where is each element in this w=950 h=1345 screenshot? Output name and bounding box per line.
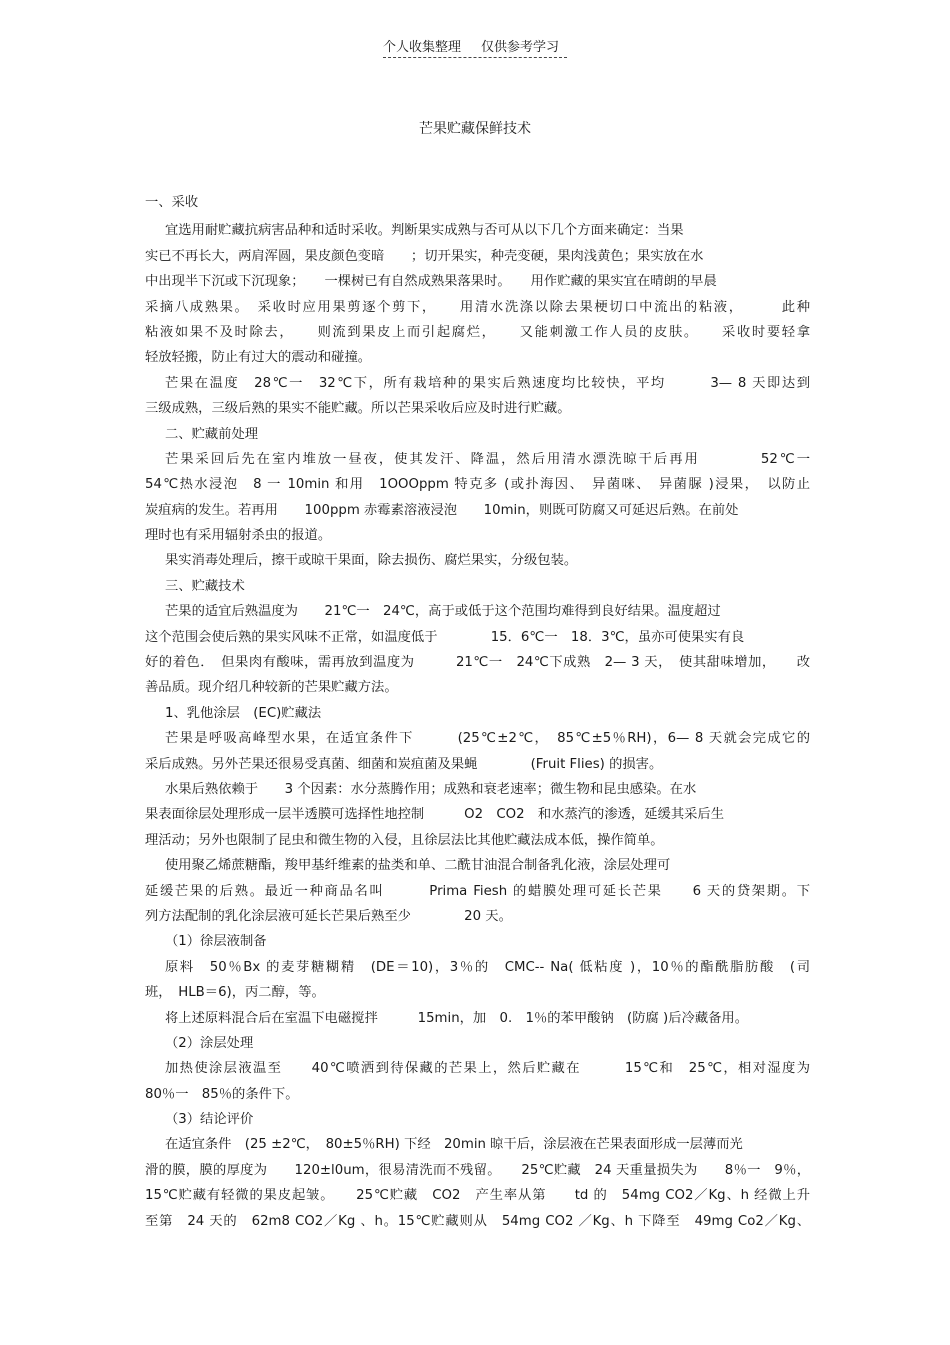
text-line: 芒果在温度 28℃一 32℃下，所有栽培种的果实后熟速度均比较快，平均 3— 8 天即达到	[165, 375, 810, 391]
text-line: 将上述原料混合后在室温下电磁搅拌 15min，加 0. 1％的苯甲酸钠 (防腐 )后冷藏备用。	[165, 1010, 749, 1026]
header-underline	[383, 57, 567, 58]
text-line: 在适宜条件 (25 ±2℃， 80±5％RH) 下经 20min 晾干后，涂层液在芒果表面形成一层薄而光	[165, 1137, 743, 1153]
text-line: 15℃贮藏有轻微的果皮起皱。 25℃贮藏 CO2 产生率从第 td 的 54mg CO2／Kg、h 经微上升	[145, 1188, 810, 1204]
text-line: 理活动；另外也限制了昆虫和微生物的入侵，且徐层法比其他贮藏法成本低，操作简单。	[145, 832, 664, 848]
text-line: 善品质。现介绍几种较新的芒果贮藏方法。	[145, 680, 398, 696]
text-line: 轻放轻搬，防止有过大的震动和碰撞。	[145, 350, 372, 366]
header-left-text: 个人收集整理	[383, 40, 462, 55]
document-body	[145, 190, 810, 1234]
text-line: 列方法配制的乳化涂层液可延长芒果后熟至少 20 天。	[145, 908, 512, 924]
text-line: 采摘八成熟果。 采收时应用果剪逐个剪下， 用清水洗涤以除去果梗切口中流出的粘液， 此种	[145, 299, 810, 315]
text-line: 54℃热水浸泡 8 一 10min 和用 1OOOppm 特克多 (或扑海因、 异菌咪、 异菌脲 )浸果， 以防止	[145, 477, 810, 493]
text-line: 实已不再长大，两肩浑圆，果皮颜色变暗 ；切开果实，种壳变硬，果肉浅黄色；果实放在水	[145, 248, 704, 264]
text-line: 二、贮藏前处理	[165, 426, 259, 442]
text-line: 中出现半下沉或下沉现象； 一棵树已有自然成熟果落果时。 用作贮藏的果实宜在晴朗的早晨	[145, 274, 717, 290]
document-title: 芒果贮藏保鲜技术	[419, 121, 531, 137]
text-line: （1）徐层液制备	[165, 934, 267, 950]
text-line: 至第 24 天的 62m8 CO2／Kg 、h。15℃贮藏则从 54mg CO2 ／Kg、h 下降至 49mg Co2／Kg、	[145, 1213, 810, 1229]
text-line: 三级成熟，三级后熟的果实不能贮藏。所以芒果采收后应及时进行贮藏。	[145, 401, 571, 417]
page-header	[383, 40, 567, 62]
text-line: （2）涂层处理	[165, 1035, 254, 1051]
text-line: 滑的膜，膜的厚度为 120±l0um，很易清洗而不残留。 25℃贮藏 24 天重量损失为 8％一 9％，	[145, 1162, 810, 1178]
text-line: （3）结论评价	[165, 1112, 254, 1128]
text-line: 粘液如果不及时除去， 则流到果皮上而引起腐烂， 又能刺激工作人员的皮肤。 采收时要轻拿	[145, 324, 810, 340]
text-line: 三、贮藏技术	[165, 578, 245, 594]
text-line: 水果后熟依赖于 3 个因素：水分蒸腾作用；成熟和衰老速率；微生物和昆虫感染。在水	[165, 781, 697, 797]
text-line: 果实消毒处理后，擦干或晾干果面，除去损伤、腐烂果实，分级包装。	[165, 553, 578, 569]
text-line: 采后成熟。另外芒果还很易受真菌、细菌和炭疽菌及果蝇 (Fruit Flies) 的损害。	[145, 756, 663, 772]
text-line: 芒果采回后先在室内堆放一昼夜，使其发汗、降温，然后用清水漂洗晾干后再用 52℃一	[165, 451, 810, 467]
text-line: 班， HLB＝6)，丙二醇，等。	[145, 985, 325, 1001]
text-line: 使用聚乙烯蔗糖酯，羧甲基纤维素的盐类和单、二酰甘油混合制备乳化液，涂层处理可	[165, 858, 671, 874]
text-line: 炭疽病的发生。若再用 100ppm 赤霉素溶液浸泡 10min，则既可防腐又可延迟后熟。在前处	[145, 502, 739, 518]
text-line: 加热使涂层液温至 40℃喷洒到待保藏的芒果上，然后贮藏在 15℃和 25℃，相对湿度为	[165, 1061, 810, 1077]
header-right-text: 仅供参考学习	[481, 40, 560, 55]
text-line: 这个范围会使后熟的果实风味不正常，如温度低于 15．6℃一 18．3℃，虽亦可使果实有良	[145, 629, 745, 645]
text-line: 80％一 85％的条件下。	[145, 1086, 299, 1102]
text-line: 宜选用耐贮藏抗病害品种和适时采收。判断果实成熟与否可从以下几个方面来确定：当果	[165, 223, 684, 239]
text-line: 芒果是呼吸高峰型水果，在适宜条件下 (25℃±2℃， 85℃±5％RH)，6— 8 天就会完成它的	[165, 731, 810, 747]
text-line: 1、乳他涂层 (EC)贮藏法	[165, 705, 322, 721]
text-line: 好的着色． 但果肉有酸味，需再放到温度为 21℃一 24℃下成熟 2— 3 天， 使其甜味增加， 改	[145, 655, 810, 671]
text-line: 原料 50％Bx 的麦芽糖糊精 (DE＝10)，3％的 CMC-- Na( 低粘度 )，10％的酯酰脂肪酸 (司	[165, 959, 810, 975]
text-line: 延缓芒果的后熟。最近一种商品名叫 Prima Fiesh 的蜡膜处理可延长芒果 6 天的贷架期。下	[145, 883, 810, 899]
text-line: 果表面徐层处理形成一层半透膜可选择性地控制 O2 CO2 和水蒸汽的渗透，延缓其采后生	[145, 807, 725, 823]
text-line: 芒果的适宜后熟温度为 21℃一 24℃，高于或低于这个范围均难得到良好结果。温度超过	[165, 604, 721, 620]
text-line: 一、采收	[145, 195, 199, 210]
text-line: 理时也有采用辐射杀虫的报道。	[145, 528, 332, 544]
